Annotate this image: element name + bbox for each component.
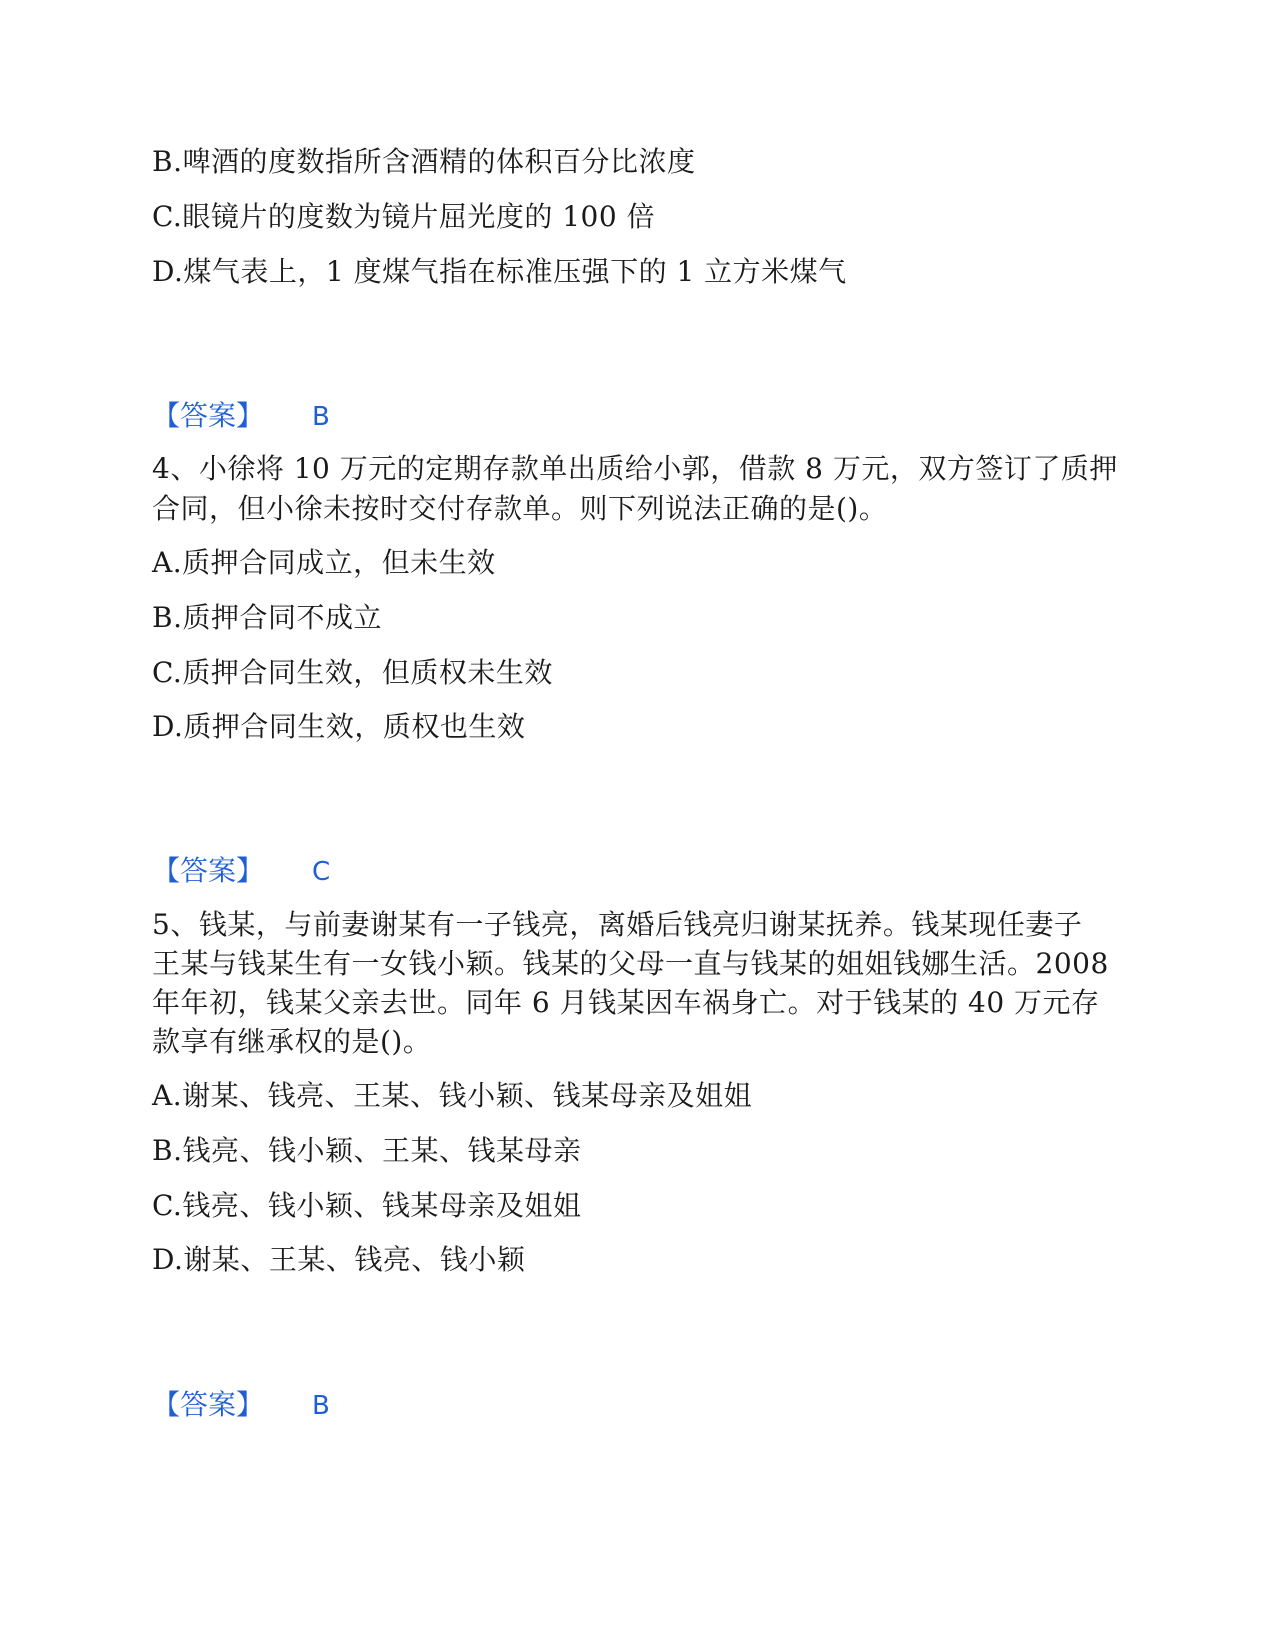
q5-stem-line-1: 5、钱某，与前妻谢某有一子钱亮，离婚后钱亮归谢某抚养。钱某现任妻子 (152, 908, 1083, 941)
q3-option-b: B.啤酒的度数指所含酒精的体积百分比浓度 (152, 145, 696, 178)
q4-option-c: C.质押合同生效，但质权未生效 (152, 656, 553, 689)
answer-tag: 【答案】 (152, 854, 265, 887)
q4-answer (152, 851, 330, 892)
q4-option-d: D.质押合同生效，质权也生效 (152, 710, 526, 743)
q5-option-a: A.谢某、钱亮、王某、钱小颖、钱某母亲及姐姐 (152, 1079, 753, 1112)
q5-answer (152, 1385, 330, 1426)
q3-answer (152, 396, 330, 437)
answer-value: B (312, 402, 330, 432)
q5-option-b: B.钱亮、钱小颖、王某、钱某母亲 (152, 1134, 582, 1167)
answer-tag: 【答案】 (152, 1388, 265, 1421)
q5-stem-line-2: 王某与钱某生有一女钱小颖。钱某的父母一直与钱某的姐姐钱娜生活。2008 (152, 947, 1109, 980)
q3-option-c: C.眼镜片的度数为镜片屈光度的 100 倍 (152, 200, 656, 233)
q4-stem-line-1: 4、小徐将 10 万元的定期存款单出质给小郭，借款 8 万元，双方签订了质押 (152, 452, 1118, 485)
answer-value: B (312, 1391, 330, 1421)
q5-stem-line-3: 年年初，钱某父亲去世。同年 6 月钱某因车祸身亡。对于钱某的 40 万元存 (152, 986, 1100, 1019)
q4-stem-line-2: 合同，但小徐未按时交付存款单。则下列说法正确的是()。 (152, 492, 888, 525)
answer-tag: 【答案】 (152, 399, 265, 432)
q4-option-a: A.质押合同成立，但未生效 (152, 546, 496, 579)
answer-value: C (312, 857, 331, 887)
q4-option-b: B.质押合同不成立 (152, 601, 382, 634)
q5-option-d: D.谢某、王某、钱亮、钱小颖 (152, 1243, 526, 1276)
q3-option-d: D.煤气表上，1 度煤气指在标准压强下的 1 立方米煤气 (152, 255, 847, 288)
q5-option-c: C.钱亮、钱小颖、钱某母亲及姐姐 (152, 1189, 582, 1222)
q5-stem-line-4: 款享有继承权的是()。 (152, 1025, 432, 1058)
